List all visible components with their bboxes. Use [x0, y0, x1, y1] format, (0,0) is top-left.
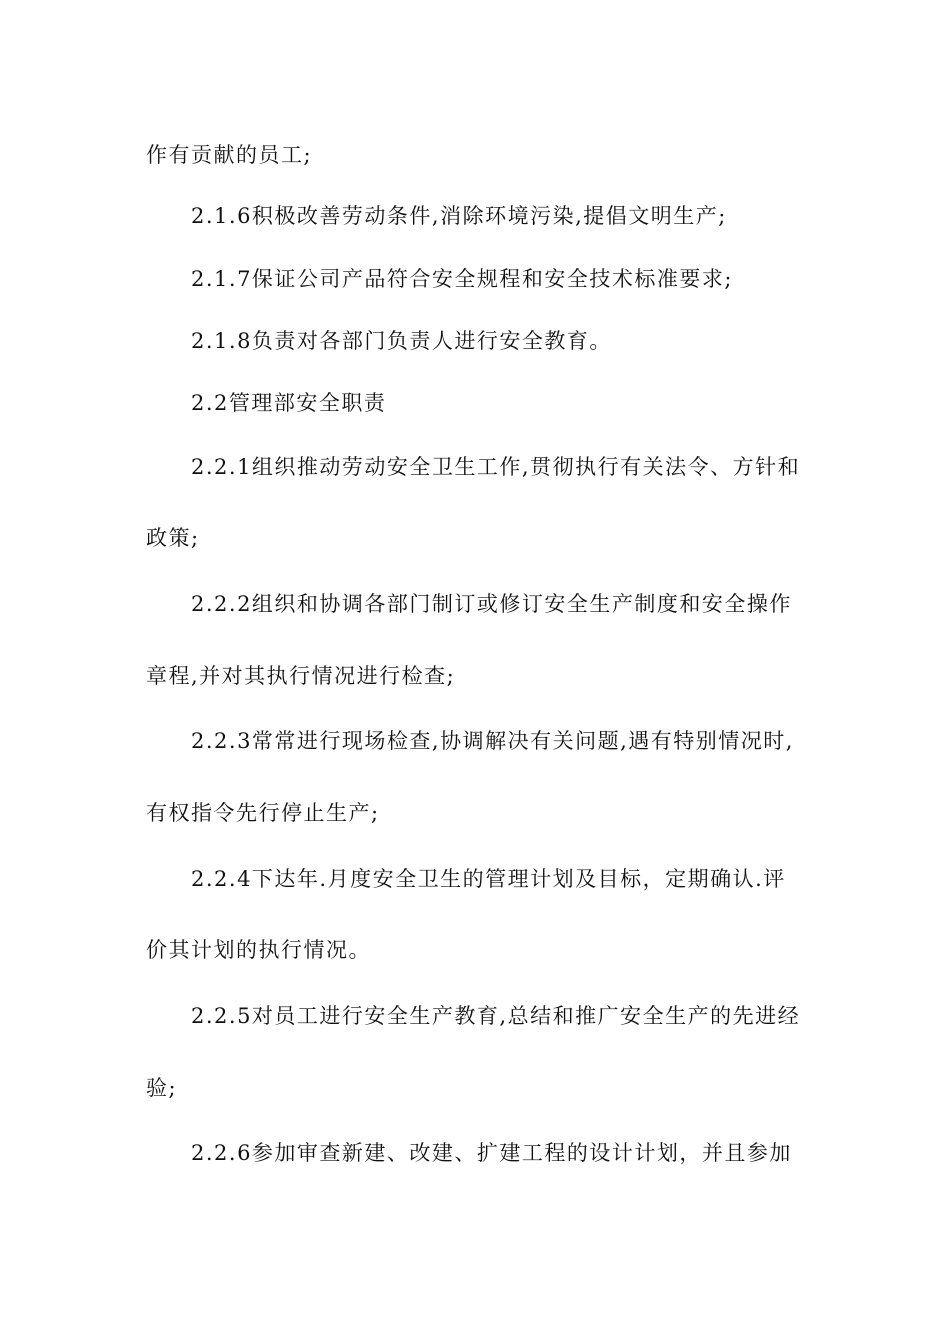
clause-2-2-4: 2.2.4下达年.月度安全卫生的管理计划及目标，定期确认.评 — [191, 867, 786, 891]
text-line-continuation: 作有贡献的员工; — [146, 143, 313, 167]
section-heading-2-2: 2.2管理部安全职责 — [191, 391, 387, 415]
clause-2-2-5-continuation: 验; — [146, 1076, 178, 1100]
clause-2-2-1: 2.2.1组织推动劳动安全卫生工作,贯彻执行有关法令、方针和 — [191, 455, 801, 479]
clause-2-2-2: 2.2.2组织和协调各部门制订或修订安全生产制度和安全操作 — [191, 592, 792, 616]
clause-2-2-5: 2.2.5对员工进行安全生产教育,总结和推广安全生产的先进经 — [191, 1004, 801, 1028]
clause-2-2-4-continuation: 价其计划的执行情况。 — [146, 938, 371, 962]
clause-2-1-8: 2.1.8负责对各部门负责人进行安全教育。 — [191, 329, 612, 353]
clause-2-2-6: 2.2.6参加审查新建、改建、扩建工程的设计计划，并且参加 — [191, 1141, 792, 1165]
clause-2-1-6: 2.1.6积极改善劳动条件,消除环境污染,提倡文明生产; — [191, 204, 727, 228]
clause-2-2-3: 2.2.3常常进行现场检查,协调解决有关问题,遇有特别情况时, — [191, 729, 794, 753]
clause-2-2-3-continuation: 有权指令先行停止生产; — [146, 801, 380, 825]
clause-2-2-2-continuation: 章程,并对其执行情况进行检查; — [146, 664, 456, 688]
clause-2-1-7: 2.1.7保证公司产品符合安全规程和安全技术标准要求; — [191, 267, 734, 291]
clause-2-2-1-continuation: 政策; — [146, 526, 200, 550]
